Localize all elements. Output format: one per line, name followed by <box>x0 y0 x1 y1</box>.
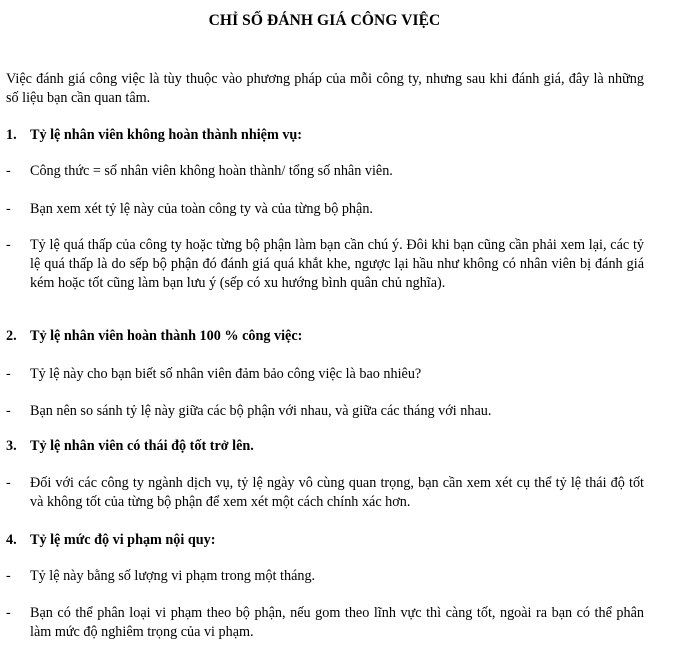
list-item <box>6 365 644 384</box>
list-item-text: Tỷ lệ này cho bạn biết số nhân viên đảm bảo công việc là bao nhiêu? <box>30 366 422 382</box>
section-4-heading <box>6 531 216 550</box>
section-title: Tỷ lệ nhân viên hoàn thành 100 % công việc: <box>30 328 303 344</box>
section-1-heading <box>6 126 302 145</box>
section-number: 3. <box>6 438 17 454</box>
list-item <box>6 200 644 219</box>
section-title: Tỷ lệ mức độ vi phạm nội quy: <box>30 532 216 548</box>
section-title: Tỷ lệ nhân viên không hoàn thành nhiệm vụ: <box>30 127 303 143</box>
bullet-dash: - <box>6 403 11 419</box>
section-3-heading <box>6 437 254 456</box>
list-item-text: Bạn có thể phân loại vi phạm theo bộ phận, nếu gom theo lĩnh vực thì càng tốt, ngoài ra bạn có thể phân làm mức độ nghiêm trọng của vi phạm. <box>30 605 644 640</box>
list-item <box>6 162 644 181</box>
list-item-text: Đối với các công ty ngành dịch vụ, tỷ lệ ngày vô cùng quan trọng, bạn cần xem xét cụ thể tỷ lệ thái độ tốt và không tốt của từng bộ phận để xem xét một cách chính xác hơn. <box>30 475 644 510</box>
list-item <box>6 402 644 421</box>
bullet-dash: - <box>6 568 11 584</box>
list-item-text: Tỷ lệ này bằng số lượng vi phạm trong một tháng. <box>30 568 316 584</box>
bullet-dash: - <box>6 605 11 621</box>
list-item <box>6 604 644 642</box>
list-item-text: Công thức = số nhân viên không hoàn thành/ tổng số nhân viên. <box>30 163 393 179</box>
list-item-text: Bạn xem xét tỷ lệ này của toàn công ty và của từng bộ phận. <box>30 201 373 217</box>
section-number: 4. <box>6 532 17 548</box>
bullet-dash: - <box>6 237 11 253</box>
bullet-dash: - <box>6 201 11 217</box>
section-number: 2. <box>6 328 17 344</box>
list-item <box>6 236 644 293</box>
list-item-text: Bạn nên so sánh tỷ lệ này giữa các bộ phận với nhau, và giữa các tháng với nhau. <box>30 403 492 419</box>
bullet-dash: - <box>6 163 11 179</box>
bullet-dash: - <box>6 366 11 382</box>
list-item <box>6 474 644 512</box>
intro-paragraph: Việc đánh giá công việc là tùy thuộc vào phương pháp của mỗi công ty, nhưng sau khi đánh giá, đây là những số liệu bạn cần quan tâm. <box>6 71 644 106</box>
section-number: 1. <box>6 127 17 143</box>
bullet-dash: - <box>6 475 11 491</box>
list-item <box>6 567 644 586</box>
section-title: Tỷ lệ nhân viên có thái độ tốt trở lên. <box>30 438 254 454</box>
section-2-heading <box>6 327 302 346</box>
page-title: CHỈ SỐ ĐÁNH GIÁ CÔNG VIỆC <box>208 12 441 29</box>
list-item-text: Tỷ lệ quá thấp của công ty hoặc từng bộ phận làm bạn cần chú ý. Đôi khi bạn cũng cần phải xem lại, các tỷ lệ quá thấp là do sếp bộ phận đó đánh giá quá khắt khe, ngược lại hầu như không có nhân viên bị đánh giá kém hoặc tốt cũng làm bạn lưu ý (sếp có xu hướng bình quân chủ nghĩa). <box>30 237 644 291</box>
